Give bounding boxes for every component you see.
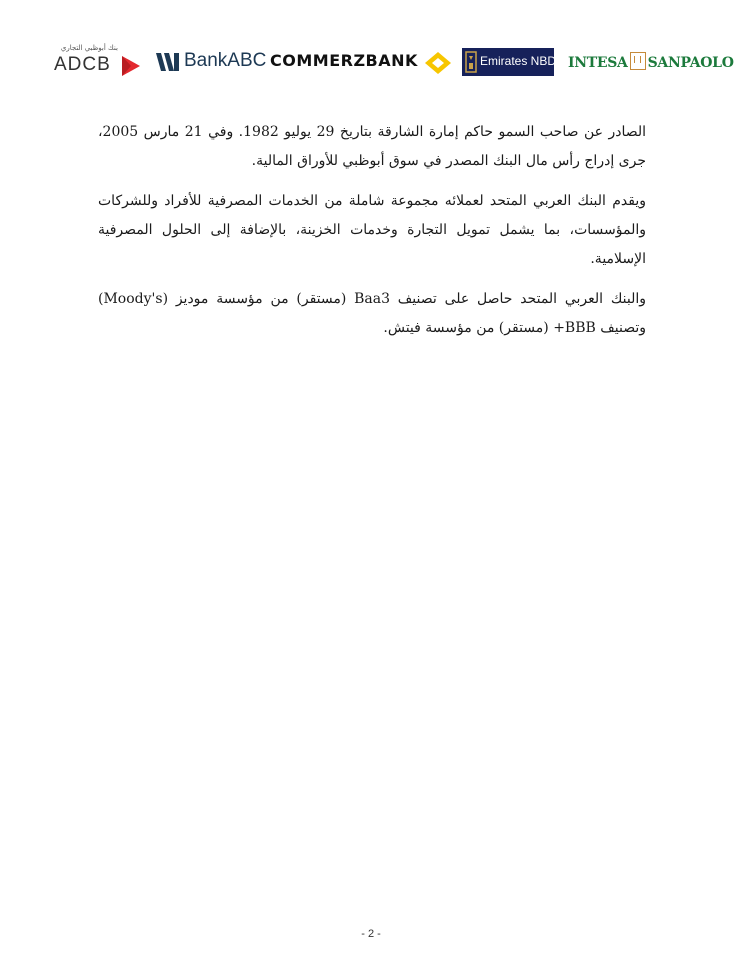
logo-bar xyxy=(0,38,742,88)
intesa-name-right: SANPAOLO xyxy=(647,55,734,71)
intesa-sanpaolo-name xyxy=(568,52,734,71)
bankabc-name: BankABC xyxy=(184,50,267,71)
bankabc-mark-icon xyxy=(156,52,182,72)
adcb-mark-icon xyxy=(120,54,142,78)
intesa-name-left: INTESA xyxy=(568,55,628,71)
bankabc-logo xyxy=(156,50,267,76)
emirates-nbd-mark-icon xyxy=(465,51,477,73)
commerzbank-name: COMMERZBANK xyxy=(270,51,418,70)
adcb-arabic-name: بنك أبوظبي التجاري xyxy=(60,44,118,52)
adcb-name: ADCB xyxy=(54,54,111,75)
emirates-nbd-name: Emirates NBD xyxy=(480,54,557,68)
paragraph-history: الصادر عن صاحب السمو حاكم إمارة الشارقة بتاريخ 29 يوليو 1982. وفي 21 مارس 2005، جرى إدراج رأس مال البنك المصدر في سوق أبوظبي للأوراق المالية. xyxy=(98,124,647,169)
adcb-logo xyxy=(52,44,144,80)
commerzbank-logo xyxy=(268,50,454,76)
page-number: - 2 - xyxy=(361,928,381,940)
paragraph-ratings: والبنك العربي المتحد حاصل على تصنيف Baa3 (مستقر) من مؤسسة موديز (Moody's) وتصنيف BBB+ (مستقر) من مؤسسة فيتش. xyxy=(98,291,646,336)
emirates-nbd-logo xyxy=(462,48,557,76)
commerzbank-ribbon-icon xyxy=(424,51,452,75)
intesa-sanpaolo-logo xyxy=(568,50,734,76)
document-body xyxy=(98,118,646,354)
paragraph-services: ويقدم البنك العربي المتحد لعملائه مجموعة شاملة من الخدمات المصرفية للأفراد وللشركات والمؤسسات، بما يشمل تمويل التجارة وخدمات الخزينة، بالإضافة إلى الحلول المصرفية الإسلامية. xyxy=(98,193,646,267)
intesa-emblem-icon xyxy=(630,52,646,70)
